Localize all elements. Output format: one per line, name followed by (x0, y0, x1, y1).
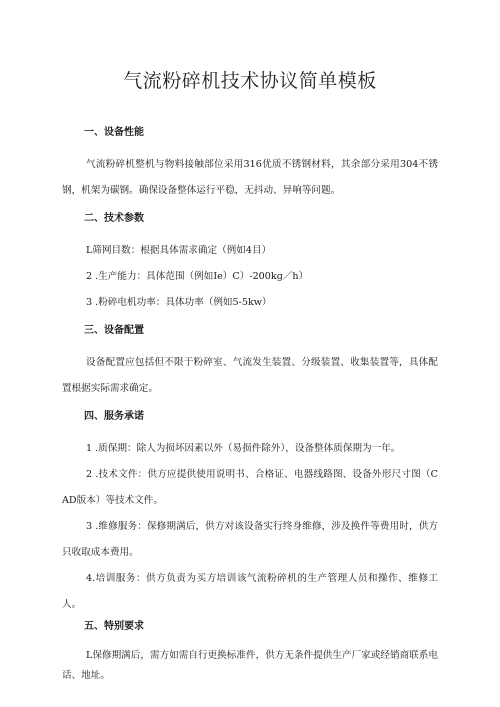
section-heading: 一、设备性能 (84, 127, 144, 138)
paragraph: 设备配置应包括但不限于粉碎室、气流发生装置、分级装置、收集装置等，具体配置根据实际需求确定。 (62, 357, 438, 394)
section-heading: 二、技术参数 (84, 213, 144, 224)
section-heading: 四、服务承诺 (84, 411, 144, 422)
section-heading: 五、特别要求 (84, 621, 144, 632)
section-heading: 三、设备配置 (84, 325, 144, 336)
paragraph: 3 .粉碎电机功率：具体功率（例如5-5kw） (86, 297, 272, 308)
paragraph: 2 .技术文件：供方应提供使用说明书、合格证、电器线路图、设备外形尺寸图（CAD版本）等技术文件。 (62, 469, 438, 506)
paragraph: 3 .维修服务：保修期满后，供方对该设备实行终身维修，涉及换件等费用时，供方只收取成本费用。 (62, 521, 438, 558)
paragraph: 2 .生产能力：具体范围（例如Ie）C）-200kg／h） (86, 271, 309, 282)
paragraph: 1 .质保期：除人为损坏因素以外（易损件除外），设备整体质保期为一年。 (86, 443, 401, 454)
section-performance (62, 126, 438, 204)
paragraph: 4.培训服务：供方负责为买方培训该气流粉碎机的生产管理人员和操作、维修工人。 (62, 573, 438, 610)
paragraph: 气流粉碎机整机与物料接触部位采用316优质不锈钢材料，其余部分采用304不锈钢，机架为碳钢。确保设备整体运行平稳，无抖动、异响等问题。 (62, 159, 438, 196)
paragraph: L筛网目数：根据具体需求确定（例如4目） (86, 245, 272, 256)
document-title: 气流粉碎机技术协议简单模板 (123, 70, 377, 92)
section-special (62, 620, 438, 686)
section-service (62, 410, 438, 618)
paragraph: L保修期满后，需方如需自行更换标准件，供方无条件提供生产厂家或经销商联系电话、地址。 (62, 650, 438, 681)
section-tech-params (62, 212, 438, 316)
section-configuration (62, 324, 438, 402)
